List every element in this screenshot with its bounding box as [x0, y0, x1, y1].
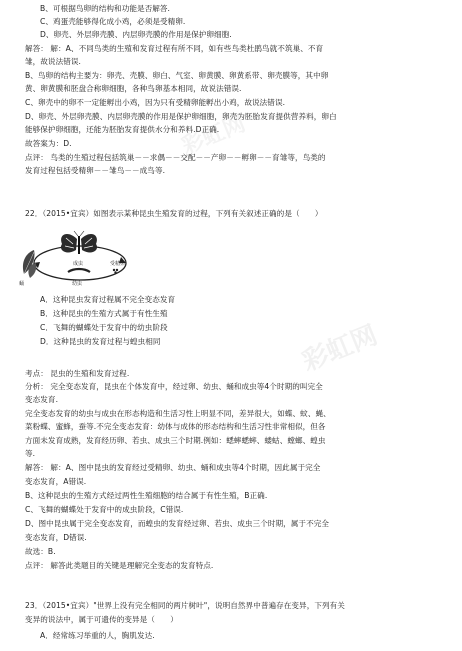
- text-line: 雏，故说法错误.: [25, 57, 81, 66]
- text-line: D、卵壳、外层卵壳膜、内层卵壳膜的作用是保护卵细胞.: [40, 30, 232, 39]
- text-line: 菜粉蝶、蜜蜂，蚕等.不完全变态发育：幼体与成体的形态结构和生活习性非常相似，但各: [25, 422, 326, 431]
- option-a: A．这种昆虫发育过程属不完全变态发育: [40, 295, 176, 304]
- text-line: 解答： 解：A、不同鸟类的生殖和发育过程有所不同，如有些鸟类杜鹃鸟就不筑巢、不育: [25, 44, 324, 53]
- option-d: D．这种昆虫的发育过程与蝗虫相同: [40, 337, 161, 346]
- text-line: 等.: [25, 449, 36, 458]
- text-line: C、飞舞的蝴蝶处于发育中的成虫阶段，C错误.: [25, 505, 184, 514]
- butterfly-icon: [61, 231, 97, 254]
- label-adult: 成虫: [73, 261, 84, 267]
- text-line: 故选：B.: [25, 547, 56, 556]
- text-line: 方面未发育成熟，发育经历卵、若虫、成虫三个时期.例如：蟋蟀蟋蟀、蝼蛄、螳螂、蝗虫: [25, 436, 326, 445]
- text-line: 点评： 鸟类的生殖过程包括筑巢－－求偶－－交配－－产卵－－孵卵－－育雏等，鸟类的: [25, 153, 326, 162]
- text-line: B、鸟卵的结构主要为：卵壳、壳膜、卵白、气室、卵黄膜、卵黄系带、卵壳膜等，其中卵: [25, 71, 329, 80]
- question-stem: 23．（2015•宜宾）"世界上没有完全相同的两片树叶"，说明自然界中普遍存在变异，下列有关: [25, 601, 345, 610]
- question-stem-cont: 变异的说法中，属于可遗传的变异是（ ）: [25, 615, 178, 624]
- watermark-mid: 彩虹网: [298, 320, 382, 378]
- option-c: C．飞舞的蝴蝶处于发育中的幼虫阶段: [40, 323, 168, 332]
- leaf-icon: [23, 250, 36, 278]
- text-line: D、图中昆虫属于完全变态发育，而蝗虫的发育经过卵、若虫、成虫三个时期，属于不完全: [25, 519, 329, 528]
- text-line: 变态发育.: [25, 395, 59, 404]
- text-line: 故答案为：D.: [25, 139, 72, 148]
- text-line: 点评： 解答此类题目的关键是理解完全变态的发育特点.: [25, 561, 214, 570]
- option-b: B．这种昆虫的生殖方式属于有性生殖: [40, 309, 168, 318]
- text-line: 变态发育，D错误.: [25, 533, 87, 542]
- text-line: 完全变态发育的幼虫与成虫在形态构造和生活习性上明显不同，差异很大，如蝶、蚊、蝇、: [25, 409, 331, 418]
- watermark-top: 彩虹网: [178, 111, 250, 160]
- text-line: 考点： 昆虫的生殖和发育过程.: [25, 369, 130, 378]
- text-line: C、鸡蛋壳能够得化成小鸡，必须是受精卵.: [40, 17, 186, 26]
- text-line: 发育过程包括受精卵－－雏鸟－－成鸟等.: [25, 166, 166, 175]
- text-line: 分析： 完全变态发育，昆虫在个体发育中，经过卵、幼虫、蛹和成虫等4个时期的叫完全: [25, 382, 323, 391]
- text-line: B、可根据鸟卵的结构和功能是否解答.: [40, 4, 171, 13]
- text-line: 能够保护卵细胞，还能为胚胎发育提供水分和养料.D正确.: [25, 125, 220, 134]
- larva-icon: [68, 269, 90, 272]
- option-a: A．经常练习举重的人，胸肌发达.: [40, 631, 155, 640]
- text-line: 解答： 解：A、图中昆虫的发育经过受精卵、幼虫、蛹和成虫等4个时期，因此属于完全: [25, 463, 321, 472]
- text-line: D、卵壳、外层卵壳膜、内层卵壳膜的作用是保护卵细胞，卵壳为胚胎发育提供营养料，卵白: [25, 112, 337, 121]
- label-pupa: 蛹: [19, 281, 25, 287]
- text-line: 变态发育，A错误.: [25, 477, 87, 486]
- label-egg: 受精卵: [110, 261, 126, 267]
- question-stem: 22．（2015•宜宾）如图表示某种昆虫生殖发育的过程，下列有关叙述正确的是（ ）: [25, 209, 323, 218]
- life-cycle-diagram: [18, 230, 140, 288]
- text-line: 黄、卵黄膜和胚盘合称卵细胞，各种鸟卵基本相同，故说法错误.: [25, 84, 242, 93]
- text-line: B、这种昆虫的生殖方式经过两性生殖细胞的结合属于有性生殖，B正确.: [25, 491, 268, 500]
- text-line: C、卵壳中的卵不一定能孵出小鸡，因为只有受精卵能孵出小鸡，故说法错误.: [25, 98, 286, 107]
- label-larva: 幼虫: [72, 281, 83, 287]
